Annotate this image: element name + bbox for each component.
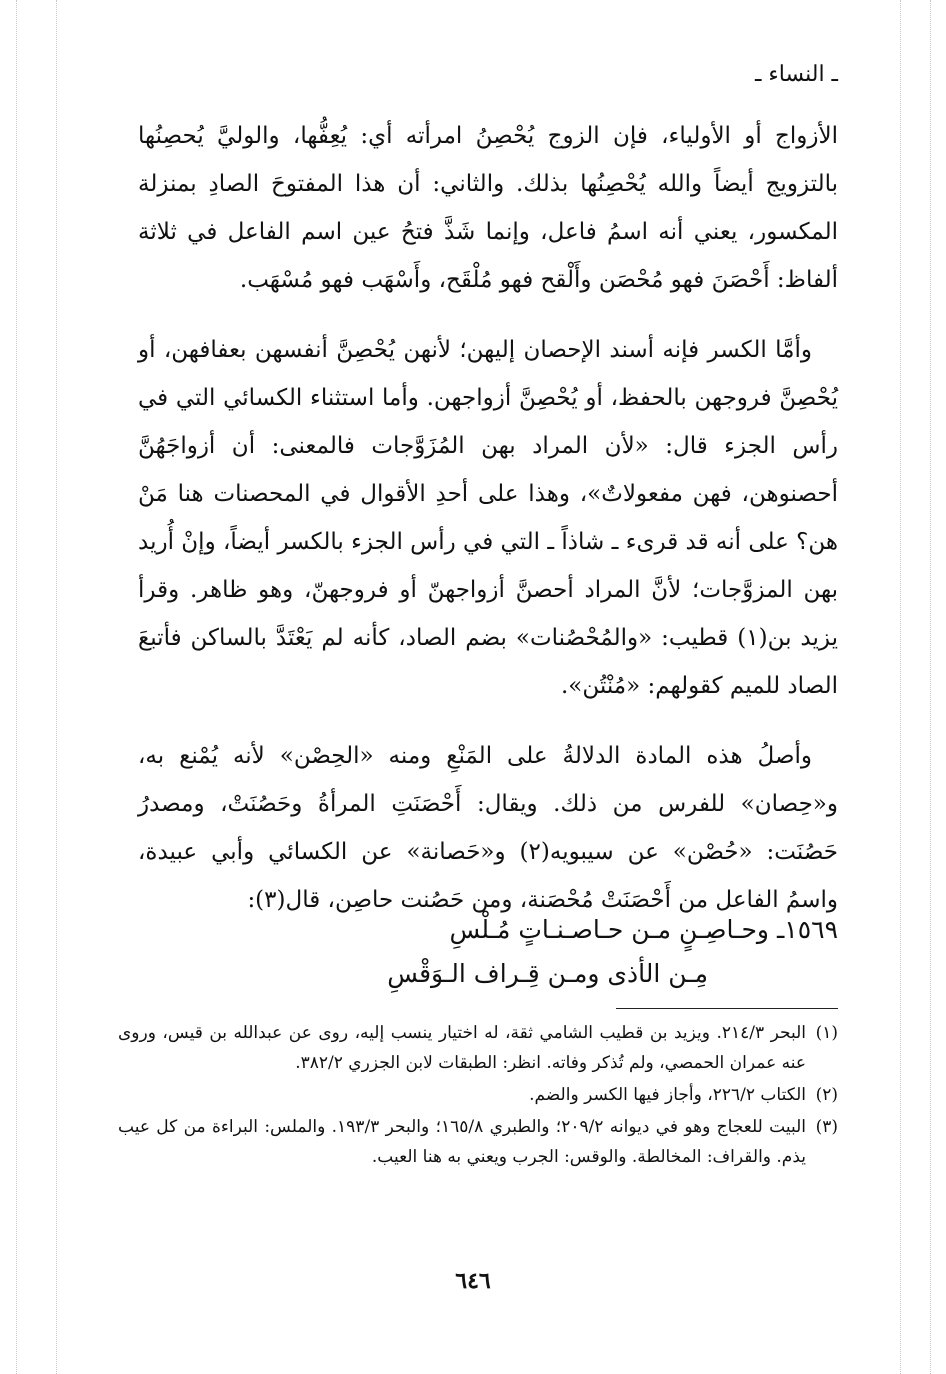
footnote-number: (٢) — [815, 1085, 838, 1105]
footnote-separator — [616, 1008, 838, 1009]
body-text — [138, 112, 838, 924]
verse-line-first: ١٥٦٩ـ وحـاصِـنٍ مـن حـاصـنـاتٍ مُـلْسِ — [449, 915, 838, 944]
footnote-number: (١) — [815, 1023, 838, 1043]
scan-guide-line — [56, 0, 57, 1374]
footnote-text: الكتاب ٢٢٦/٢، وأجاز فيها الكسر والضم. — [529, 1085, 806, 1105]
footnote-text: البحر ٢١٤/٣. ويزيد بن قطيب الشامي ثقة، له اختيار ينسب إليه، روى عن عبدالله بن قيس، وروى عنه عمران الحمصي، ولم تُذكر وفاته. انظر: الطبقات لابن الجزري ٣٨٢/٢. — [118, 1023, 806, 1073]
paragraph: الأزواج أو الأولياء، فإن الزوج يُحْصِنُ امرأته أي: يُعِفُّها، والوليَّ يُحصِنُها بالتزويج أيضاً والله يُحْصِنُها بذلك. والثاني: أن هذا المفتوحَ الصادِ بمنزلة المكسور، يعني أنه اسمُ فاعل، وإنما شَذَّ فتحُ عين اسم الفاعل في ثلاثة ألفاظ: أَحْصَنَ فهو مُحْصَن وأَلْقح فهو مُلْقَح، وأَسْهَب فهو مُسْهَب. — [138, 123, 838, 293]
scan-guide-line — [930, 0, 931, 1374]
paragraph: وأمَّا الكسر فإنه أسند الإحصان إليهن؛ لأنهن يُحْصِنَّ أنفسهن بعفافهن، أو يُحْصِنَّ فروجهن بالحفظ، أو يُحْصِنَّ أزواجهن. وأما استثناء الكسائي التي في رأس الجزء قال: «لأن المراد بهن المُزَوَّجات فالمعنى: أن أزواجَهُنَّ أحصنوهن، فهن مفعولاتٌ»، وهذا على أحدِ الأقوال في المحصنات هنا مَنْ هن؟ على أنه قد قرىء ـ شاذاً ـ التي في رأس الجزء بالكسر أيضاً، وإنْ أُريد بهن المزوَّجات؛ لأنَّ المراد أحصنَّ أزواجهنّ أو فروجهنّ، وهو ظاهر. وقرأ يزيد بن(١) قطيب: «والمُحْصُنات» بضم الصاد، كأنه لم يَعْتَدَّ بالساكن فأتبعَ الصاد للميم كقولهم: «مُنْتُن». — [138, 337, 838, 699]
verse-line-second: مِـن الأذى ومـن قِـراف الـوَقْسِ — [387, 959, 708, 988]
poetry-verse — [138, 908, 838, 996]
scan-guide-line — [900, 0, 901, 1374]
footnotes — [118, 1018, 838, 1174]
running-head: ـ النساء ـ — [754, 62, 838, 87]
footnote-text: البيت للعجاج وهو في ديوانه ٢٠٩/٢؛ والطبري ١٦٥/٨؛ والبحر ١٩٣/٣. والملس: البراءة من كل عيب يذم. والقراف: المخالطة. والوقس: الجرب ويعني به هنا العيب. — [118, 1117, 806, 1167]
paragraph: وأصلُ هذه المادة الدلالةُ على المَنْعِ ومنه «الحِصْن» لأنه يُمْنع به، و«حِصان» للفرس من ذلك. ويقال: أَحْصَنَتِ المرأةُ وحَصُنَتْ، ومصدرُ حَصُنَت: «حُصْن» عن سيبويه(٢) و«حَصانة» عن الكسائي وأبي عبيدة، واسمُ الفاعل من أَحْصَنَتْ مُحْصَنة، ومن حَصُنت حاصِن، قال(٣): — [138, 743, 838, 913]
scan-guide-line — [16, 0, 17, 1374]
page-number: ٦٤٦ — [455, 1268, 491, 1294]
footnote — [118, 1112, 838, 1172]
footnote — [118, 1080, 838, 1110]
footnote-number: (٣) — [815, 1117, 838, 1137]
footnote — [118, 1018, 838, 1078]
